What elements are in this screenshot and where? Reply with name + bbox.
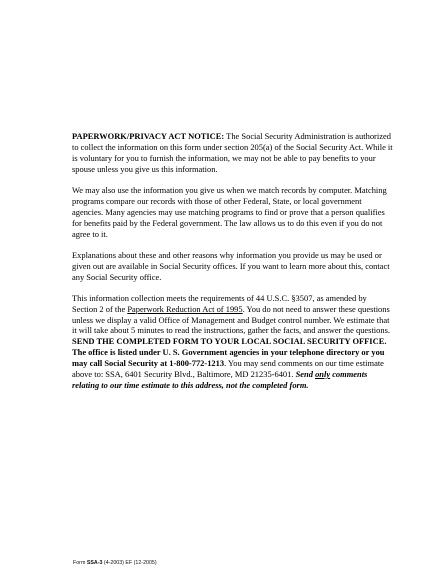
notice-paragraph-explanations: Explanations about these and other reasons why information you provide us may be used or given out are available in Social Security offices. If you want to learn more about this, contact any Social Security office. <box>72 249 390 282</box>
notice-paragraph-matching: We may also use the information you give us when we match records by computer. Matching programs compare our records with those of other Federal, State, or local government agencies. Many agencies may use matching programs to find or prove that a person qualifies for benefits paid by the Federal government. The law allows us to do this even if you do not agree to it. <box>72 184 387 239</box>
paperwork-reduction-act-link[interactable]: Paperwork Reduction Act of 1995 <box>127 303 243 314</box>
collection-text-b: . You do not need to answer these questions unless we display a valid Office of Management and Budget control number. We estimate that it will take about 5 minutes to read the instructions, gather the facts, and answer the questions. <box>72 303 390 336</box>
collection-text-a: This information collection meets the requirements of 44 U.S.C. §3507, as amended by Section 2 of the <box>72 292 367 314</box>
form-number: SSA-3 <box>86 560 103 566</box>
notice-paragraph-authority <box>72 131 394 175</box>
footer-dates: (4-2003) EF (12-2005) <box>102 560 157 566</box>
form-footer <box>73 560 157 566</box>
collection-text-c: . You may send comments on our time estimate above to: SSA, 6401 Security Blvd., Baltimore, MD 21235-6401. <box>72 358 384 380</box>
privacy-act-notice <box>72 131 394 391</box>
footer-prefix: Form <box>73 560 87 566</box>
comments-note-start: Send <box>295 369 316 380</box>
send-form-instruction: SEND THE COMPLETED FORM TO YOUR LOCAL SOCIAL SECURITY OFFICE. The office is listed under U. S. Government agencies in your telephone directory or you may call Social Security at 1-800-772-1213 <box>72 336 387 369</box>
notice-paragraph-authority-text: The Social Security Administration is authorized to collect the information on this form under section 205(a) of the Social Security Act. While it is voluntary for you to furnish the information, we may not be able to pay benefits to your spouse unless you give us this information. <box>72 131 393 174</box>
comments-note-end: comments relating to our time estimate to this address, not the completed form. <box>72 369 368 391</box>
comments-note-only: only <box>315 369 331 380</box>
notice-paragraph-collection <box>72 293 394 391</box>
notice-heading: PAPERWORK/PRIVACY ACT NOTICE: <box>72 131 225 141</box>
